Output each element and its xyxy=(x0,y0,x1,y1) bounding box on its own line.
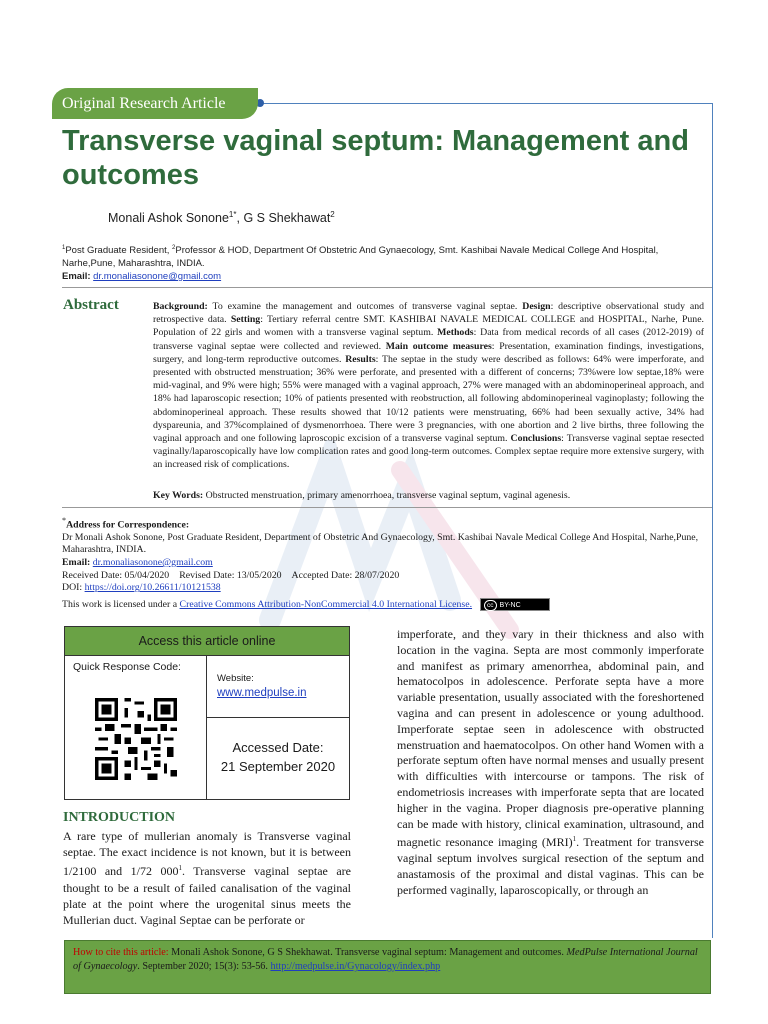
email-label: Email: xyxy=(62,557,91,569)
body-paragraph: imperforate, and they vary in their thickness and also with location in the vagina. Septa are most commonly imperforate and manifest as primary amenorrhea, abdominal pain, and hematocolpos in adolescence. Perforate septa have a more variable presentation, usually associated with the foreshortened vagina and can present in adolescence or young adulthood. Imperforate septae seen in adolescence with obstructed menstruation and haematocolpos. On other hand Women with a perforate septum often have normal menses and usually present with difficulties with intercourse or tampons. The risk of endometriosis increases with imperforate septa that are located higher in the vagina. Proper diagnosis pre-operative planning can be made with history, clinical examination, ultrasound, and magnetic resonance imaging (MRI) xyxy=(397,627,704,850)
affiliation-sup: 2 xyxy=(172,245,176,251)
affiliation xyxy=(62,242,702,270)
keywords-text: Obstructed menstruation, primary amenorrhoea, transverse vaginal septum, vaginal agenesis. xyxy=(203,490,571,501)
qr-cell xyxy=(65,656,207,799)
author-email-line xyxy=(62,271,221,282)
article-type-tag: Original Research Article xyxy=(52,88,258,119)
access-box-heading: Access this article online xyxy=(65,627,349,656)
author-sup: 2 xyxy=(330,210,335,219)
abstract-section-label: Setting xyxy=(230,314,261,326)
abstract-text: : Data from medical records of all cases (2012-2019) of transverse vaginal septae were collected and reviewed. xyxy=(153,327,704,352)
correspondence-heading: Address for Correspondence: xyxy=(66,519,190,531)
intro-paragraph: A rare type of mullerian anomaly is Transverse vaginal septae. The exact incidence is not known, but it is between 1/2100 and 1/72 000 xyxy=(63,829,351,879)
divider xyxy=(62,287,712,288)
keywords-label: Key Words: xyxy=(153,490,204,501)
accepted-date: Accepted Date: 28/07/2020 xyxy=(291,569,400,581)
accessed-date-label: Accessed Date: xyxy=(232,740,324,755)
website-link[interactable]: www.medpulse.in xyxy=(217,687,307,699)
author-sup: 1* xyxy=(228,210,237,219)
citation-text: Monali Ashok Sonone, G S Shekhawat. Transverse vaginal septum: Management and outcomes. xyxy=(168,947,567,958)
correspondence-star: * xyxy=(62,516,67,525)
right-column-text xyxy=(397,627,704,899)
access-article-box xyxy=(64,626,350,800)
cc-icon: cc xyxy=(484,600,497,611)
citation-journal: MedPulse International Journal of Gynaecology xyxy=(73,947,698,972)
accessed-date-value: 21 September 2020 xyxy=(220,759,336,774)
citation-details: . September 2020; 15(3): 53-56. xyxy=(137,961,271,972)
author-separator: , xyxy=(236,211,244,226)
abstract-section-label: Results xyxy=(345,353,376,365)
frame-line-top xyxy=(258,103,713,104)
received-date: Received Date: 05/04/2020 xyxy=(62,569,170,581)
intro-paragraph: . Transverse vaginal septae are thought to be a result of failed canalisation of the vaginal plate at the point where the urogenital sinus meets the Mullerian duct. Vaginal Septae can be perforate or xyxy=(63,864,351,928)
abstract-section-label: Main outcome measures xyxy=(385,340,492,352)
affiliation-sup: 1 xyxy=(62,245,66,251)
citation-link[interactable]: http://medpulse.in/Gynacology/index.php xyxy=(270,961,441,972)
abstract-heading: Abstract xyxy=(63,297,119,313)
how-to-cite-box xyxy=(64,940,711,994)
introduction-heading: INTRODUCTION xyxy=(63,810,176,825)
abstract-section-label: Conclusions xyxy=(510,433,562,445)
introduction-text xyxy=(63,828,351,928)
abstract-text: : Transverse vaginal septae resected vaginally/laparoscopically have low complication rates and good long-term outcomes. Complex septae require more extensive surgery, with an increased risk of complications. xyxy=(153,433,704,471)
abstract-body xyxy=(153,300,704,472)
article-title: Transverse vaginal septum: Management and outcomes xyxy=(62,125,689,191)
website-cell xyxy=(207,656,349,718)
abstract-text: : Tertiary referral centre SMT. KASHIBAI NAVALE MEDICAL COLLEGE and HOSPITAL, Narhe, Pune. Population of 22 girls and women with a transverse vaginal septum. xyxy=(153,314,704,339)
authors-line xyxy=(108,210,335,225)
license-text: This work is licensed under a xyxy=(62,598,180,610)
abstract-text: : The septae in the study were described as follows: 64% were imperforate, and presented with obstructed menstruation; 36% were perforate, and presented with a different of concerns; 73%were low septae,18% were mid-vaginal, and 9% were high; 55% were managed with a vaginal approach, 27% were managed with an abdominoperineal approach, and 18% had laparoscopic resection; 10% of patients presented with reobstruction, all following abdominoperineal vaginoplasty; following the abdominoperineal approach. These results showed that 10/12 patients were menstruating, 66% had been sexually active, 34% had dyspareunia, and 37%complained of dysmenorrhoea. There were 3 pregnancies, with one abortion and 2 live births, three following the vaginal approach and one following laproscopic excision of a transverse vaginal septum. xyxy=(153,353,704,445)
email-label: Email: xyxy=(62,271,94,282)
license-link[interactable]: Creative Commons Attribution-NonCommercial 4.0 International License. xyxy=(179,598,473,610)
abstract-section-label: Background: xyxy=(153,301,208,312)
author-name: G S Shekhawat xyxy=(243,211,331,226)
affiliation-text: Professor & HOD, Department Of Obstetric And Gynaecology, Smt. Kashibai Navale Medical College And Hospital, Narhe,Pune, Maharashtra, INDIA. xyxy=(62,245,659,270)
abstract-text: : descriptive observational study and retrospective data. xyxy=(153,301,705,326)
abstract-section-label: Methods xyxy=(437,327,474,339)
cc-license-badge[interactable] xyxy=(480,598,550,611)
correspondence-block xyxy=(62,515,708,611)
citation-sup: 1 xyxy=(572,835,577,844)
cc-badge-text: BY-NC xyxy=(499,601,521,609)
affiliation-text: Post Graduate Resident, xyxy=(65,245,173,257)
correspondence-email-link[interactable]: dr.monaliasonone@gmail.com xyxy=(92,557,213,569)
doi-link[interactable]: https://doi.org/10.26611/10121538 xyxy=(84,582,221,594)
citation-sup: 1 xyxy=(178,864,183,873)
qr-code-icon[interactable] xyxy=(95,698,177,780)
website-label: Website: xyxy=(217,673,254,684)
dates-line xyxy=(62,570,708,583)
keywords xyxy=(153,489,704,502)
frame-line-right xyxy=(712,103,713,938)
author-email-link[interactable]: dr.monaliasonone@gmail.com xyxy=(93,271,222,282)
qr-label: Quick Response Code: xyxy=(73,661,181,673)
correspondence-address: Dr Monali Ashok Sonone, Post Graduate Resident, Department of Obstetric And Gynaecology, Smt. Kashibai Navale Medical College And Hospital, Narhe,Pune, Maharashtra, INDIA. xyxy=(62,531,699,556)
divider xyxy=(62,507,712,508)
abstract-text: : Presentation, examination findings, investigations, surgery, and long-term reproductive outcomes. xyxy=(153,340,704,365)
abstract-section-label: Design xyxy=(522,301,551,312)
doi-label: DOI: xyxy=(62,582,85,594)
how-to-cite-label: How to cite this article: xyxy=(73,947,169,958)
author-name: Monali Ashok Sonone xyxy=(108,211,229,226)
revised-date: Revised Date: 13/05/2020 xyxy=(179,569,282,581)
body-paragraph: . Treatment for transverse vaginal septum involves surgical resection of the septum and anastamosis of the proximal and distal vaginas. This can be performed vaginally, laparoscopically, or through an xyxy=(397,835,704,897)
accessed-date-cell xyxy=(207,718,349,799)
abstract-text: To examine the management and outcomes of transverse vaginal septae. xyxy=(207,301,523,312)
